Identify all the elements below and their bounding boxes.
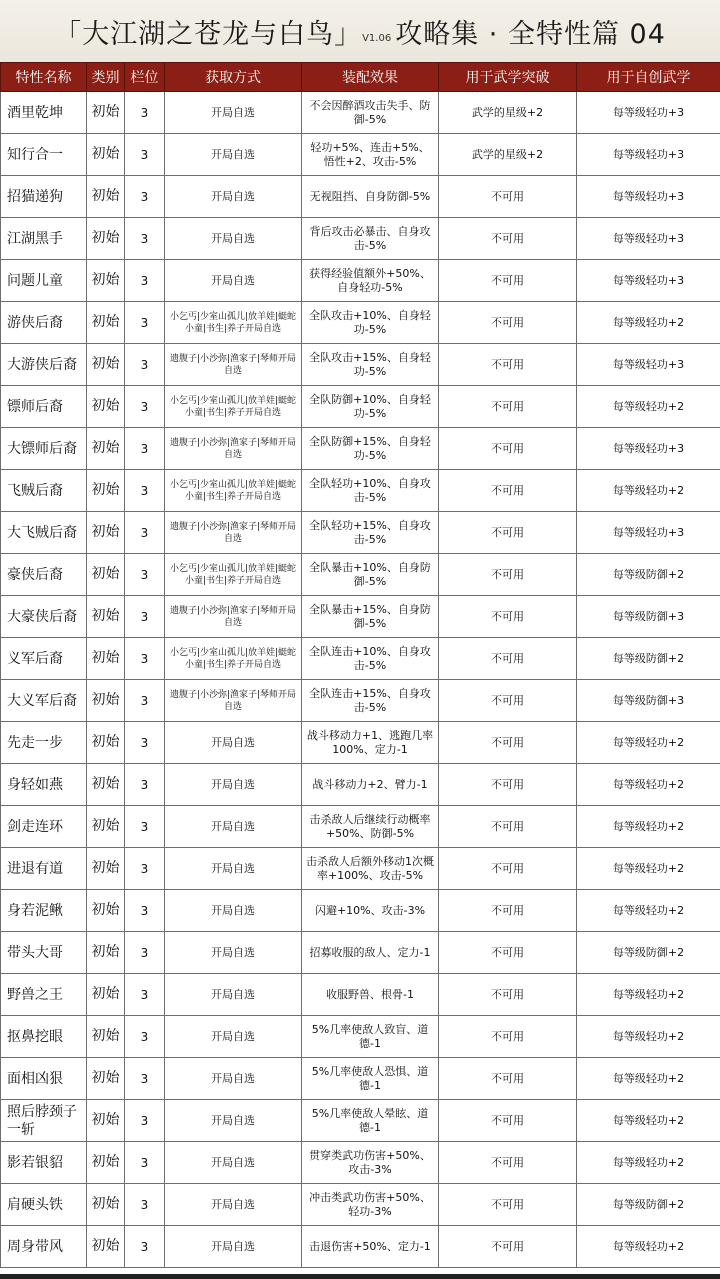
category-cell: 初始 bbox=[87, 218, 125, 260]
trait-name-cell: 豪侠后裔 bbox=[1, 554, 87, 596]
breakthrough-cell: 不可用 bbox=[439, 806, 577, 848]
table-row bbox=[1, 1016, 720, 1058]
category-cell: 初始 bbox=[87, 848, 125, 890]
trait-name-cell: 剑走连环 bbox=[1, 806, 87, 848]
category-cell: 初始 bbox=[87, 134, 125, 176]
effect-cell: 全队防御+10%、自身轻功-5% bbox=[302, 386, 439, 428]
custom-martial-cell: 每等级轻功+2 bbox=[577, 470, 720, 512]
breakthrough-cell: 不可用 bbox=[439, 890, 577, 932]
source-cell: 开局自选 bbox=[165, 722, 302, 764]
effect-cell: 贯穿类武功伤害+50%、攻击-3% bbox=[302, 1142, 439, 1184]
trait-name-cell: 抠鼻挖眼 bbox=[1, 1016, 87, 1058]
table-row bbox=[1, 1142, 720, 1184]
trait-name-cell: 游侠后裔 bbox=[1, 302, 87, 344]
trait-name-cell: 先走一步 bbox=[1, 722, 87, 764]
effect-cell: 无视阻挡、自身防御-5% bbox=[302, 176, 439, 218]
source-cell: 开局自选 bbox=[165, 260, 302, 302]
slot-cell: 3 bbox=[125, 1100, 165, 1142]
source-cell: 开局自选 bbox=[165, 806, 302, 848]
breakthrough-cell: 武学的星级+2 bbox=[439, 134, 577, 176]
trait-name-cell: 问题儿童 bbox=[1, 260, 87, 302]
effect-cell: 全队攻击+15%、自身轻功-5% bbox=[302, 344, 439, 386]
table-row bbox=[1, 344, 720, 386]
breakthrough-cell: 不可用 bbox=[439, 596, 577, 638]
custom-martial-cell: 每等级防御+2 bbox=[577, 554, 720, 596]
slot-cell: 3 bbox=[125, 848, 165, 890]
column-header-slot: 栏位 bbox=[125, 63, 165, 92]
source-cell: 开局自选 bbox=[165, 764, 302, 806]
page-subtitle: 攻略集 · 全特性篇 04 bbox=[395, 18, 666, 50]
source-cell: 遗腹子|小沙弥|渔家子|琴师开局自选 bbox=[165, 344, 302, 386]
trait-name-cell: 进退有道 bbox=[1, 848, 87, 890]
breakthrough-cell: 不可用 bbox=[439, 428, 577, 470]
source-cell: 开局自选 bbox=[165, 1142, 302, 1184]
effect-cell: 5%几率使敌人恐惧、道德-1 bbox=[302, 1058, 439, 1100]
effect-cell: 招募收服的敌人、定力-1 bbox=[302, 932, 439, 974]
table-row bbox=[1, 302, 720, 344]
trait-name-cell: 酒里乾坤 bbox=[1, 92, 87, 134]
source-cell: 开局自选 bbox=[165, 932, 302, 974]
column-header-source: 获取方式 bbox=[165, 63, 302, 92]
category-cell: 初始 bbox=[87, 344, 125, 386]
effect-cell: 全队连击+15%、自身攻击-5% bbox=[302, 680, 439, 722]
breakthrough-cell: 不可用 bbox=[439, 554, 577, 596]
effect-cell: 闪避+10%、攻击-3% bbox=[302, 890, 439, 932]
column-header-category: 类别 bbox=[87, 63, 125, 92]
category-cell: 初始 bbox=[87, 974, 125, 1016]
category-cell: 初始 bbox=[87, 764, 125, 806]
slot-cell: 3 bbox=[125, 218, 165, 260]
source-cell: 开局自选 bbox=[165, 1016, 302, 1058]
effect-cell: 全队轻功+15%、自身攻击-5% bbox=[302, 512, 439, 554]
category-cell: 初始 bbox=[87, 638, 125, 680]
slot-cell: 3 bbox=[125, 1184, 165, 1226]
breakthrough-cell: 不可用 bbox=[439, 638, 577, 680]
custom-martial-cell: 每等级轻功+2 bbox=[577, 1016, 720, 1058]
category-cell: 初始 bbox=[87, 722, 125, 764]
table-row bbox=[1, 890, 720, 932]
breakthrough-cell: 武学的星级+2 bbox=[439, 92, 577, 134]
trait-name-cell: 大豪侠后裔 bbox=[1, 596, 87, 638]
source-cell: 开局自选 bbox=[165, 1058, 302, 1100]
effect-cell: 击退伤害+50%、定力-1 bbox=[302, 1226, 439, 1268]
breakthrough-cell: 不可用 bbox=[439, 848, 577, 890]
category-cell: 初始 bbox=[87, 386, 125, 428]
effect-cell: 背后攻击必暴击、自身攻击-5% bbox=[302, 218, 439, 260]
breakthrough-cell: 不可用 bbox=[439, 1226, 577, 1268]
custom-martial-cell: 每等级轻功+2 bbox=[577, 302, 720, 344]
trait-name-cell: 江湖黑手 bbox=[1, 218, 87, 260]
table-row bbox=[1, 806, 720, 848]
slot-cell: 3 bbox=[125, 134, 165, 176]
category-cell: 初始 bbox=[87, 1184, 125, 1226]
table-row bbox=[1, 470, 720, 512]
custom-martial-cell: 每等级轻功+2 bbox=[577, 1226, 720, 1268]
slot-cell: 3 bbox=[125, 932, 165, 974]
source-cell: 开局自选 bbox=[165, 134, 302, 176]
effect-cell: 战斗移动力+2、臂力-1 bbox=[302, 764, 439, 806]
breakthrough-cell: 不可用 bbox=[439, 470, 577, 512]
source-cell: 开局自选 bbox=[165, 1100, 302, 1142]
custom-martial-cell: 每等级轻功+2 bbox=[577, 1058, 720, 1100]
slot-cell: 3 bbox=[125, 554, 165, 596]
category-cell: 初始 bbox=[87, 92, 125, 134]
custom-martial-cell: 每等级轻功+2 bbox=[577, 1100, 720, 1142]
category-cell: 初始 bbox=[87, 1142, 125, 1184]
slot-cell: 3 bbox=[125, 1016, 165, 1058]
page-header bbox=[0, 0, 720, 62]
category-cell: 初始 bbox=[87, 470, 125, 512]
breakthrough-cell: 不可用 bbox=[439, 974, 577, 1016]
breakthrough-cell: 不可用 bbox=[439, 680, 577, 722]
table-row bbox=[1, 722, 720, 764]
custom-martial-cell: 每等级防御+3 bbox=[577, 596, 720, 638]
table-row bbox=[1, 386, 720, 428]
traits-table bbox=[0, 62, 720, 1268]
slot-cell: 3 bbox=[125, 1058, 165, 1100]
custom-martial-cell: 每等级轻功+3 bbox=[577, 260, 720, 302]
column-header-name: 特性名称 bbox=[1, 63, 87, 92]
trait-name-cell: 镖师后裔 bbox=[1, 386, 87, 428]
table-row bbox=[1, 1100, 720, 1142]
slot-cell: 3 bbox=[125, 470, 165, 512]
source-cell: 遗腹子|小沙弥|渔家子|琴师开局自选 bbox=[165, 428, 302, 470]
custom-martial-cell: 每等级轻功+3 bbox=[577, 512, 720, 554]
trait-name-cell: 肩硬头铁 bbox=[1, 1184, 87, 1226]
custom-martial-cell: 每等级防御+2 bbox=[577, 932, 720, 974]
column-header-custom: 用于自创武学 bbox=[577, 63, 720, 92]
effect-cell: 全队连击+10%、自身攻击-5% bbox=[302, 638, 439, 680]
effect-cell: 全队暴击+15%、自身防御-5% bbox=[302, 596, 439, 638]
trait-name-cell: 野兽之王 bbox=[1, 974, 87, 1016]
custom-martial-cell: 每等级防御+3 bbox=[577, 680, 720, 722]
source-cell: 开局自选 bbox=[165, 848, 302, 890]
effect-cell: 5%几率使敌人致盲、道德-1 bbox=[302, 1016, 439, 1058]
effect-cell: 战斗移动力+1、逃跑几率100%、定力-1 bbox=[302, 722, 439, 764]
slot-cell: 3 bbox=[125, 344, 165, 386]
custom-martial-cell: 每等级轻功+2 bbox=[577, 386, 720, 428]
custom-martial-cell: 每等级防御+2 bbox=[577, 1184, 720, 1226]
table-row bbox=[1, 596, 720, 638]
breakthrough-cell: 不可用 bbox=[439, 512, 577, 554]
breakthrough-cell: 不可用 bbox=[439, 722, 577, 764]
table-row bbox=[1, 260, 720, 302]
category-cell: 初始 bbox=[87, 1016, 125, 1058]
category-cell: 初始 bbox=[87, 680, 125, 722]
category-cell: 初始 bbox=[87, 512, 125, 554]
category-cell: 初始 bbox=[87, 1058, 125, 1100]
source-cell: 遗腹子|小沙弥|渔家子|琴师开局自选 bbox=[165, 512, 302, 554]
source-cell: 小乞丐|少室山孤儿|放羊娃|蜓蛇小童|书生|养子开局自选 bbox=[165, 386, 302, 428]
table-row bbox=[1, 176, 720, 218]
table-row bbox=[1, 974, 720, 1016]
page-title: 「大江湖之苍龙与白鸟」 bbox=[54, 18, 363, 50]
effect-cell: 全队攻击+10%、自身轻功-5% bbox=[302, 302, 439, 344]
trait-name-cell: 面相凶狠 bbox=[1, 1058, 87, 1100]
table-row bbox=[1, 1226, 720, 1268]
category-cell: 初始 bbox=[87, 302, 125, 344]
slot-cell: 3 bbox=[125, 302, 165, 344]
trait-name-cell: 周身带风 bbox=[1, 1226, 87, 1268]
custom-martial-cell: 每等级轻功+3 bbox=[577, 344, 720, 386]
slot-cell: 3 bbox=[125, 638, 165, 680]
custom-martial-cell: 每等级轻功+3 bbox=[577, 428, 720, 470]
category-cell: 初始 bbox=[87, 554, 125, 596]
category-cell: 初始 bbox=[87, 1100, 125, 1142]
trait-name-cell: 招猫递狗 bbox=[1, 176, 87, 218]
version-label: V1.06 bbox=[362, 32, 392, 44]
trait-name-cell: 大义军后裔 bbox=[1, 680, 87, 722]
source-cell: 开局自选 bbox=[165, 92, 302, 134]
table-row bbox=[1, 512, 720, 554]
source-cell: 小乞丐|少室山孤儿|放羊娃|蜓蛇小童|书生|养子开局自选 bbox=[165, 302, 302, 344]
trait-name-cell: 大飞贼后裔 bbox=[1, 512, 87, 554]
custom-martial-cell: 每等级轻功+2 bbox=[577, 848, 720, 890]
table-body bbox=[1, 92, 720, 1268]
column-header-effect: 装配效果 bbox=[302, 63, 439, 92]
slot-cell: 3 bbox=[125, 680, 165, 722]
custom-martial-cell: 每等级轻功+2 bbox=[577, 722, 720, 764]
table-row bbox=[1, 218, 720, 260]
slot-cell: 3 bbox=[125, 596, 165, 638]
breakthrough-cell: 不可用 bbox=[439, 932, 577, 974]
breakthrough-cell: 不可用 bbox=[439, 218, 577, 260]
source-cell: 开局自选 bbox=[165, 1226, 302, 1268]
category-cell: 初始 bbox=[87, 596, 125, 638]
source-cell: 开局自选 bbox=[165, 176, 302, 218]
effect-cell: 获得经验值额外+50%、自身轻功-5% bbox=[302, 260, 439, 302]
effect-cell: 击杀敌人后额外移动1次概率+100%、攻击-5% bbox=[302, 848, 439, 890]
breakthrough-cell: 不可用 bbox=[439, 1058, 577, 1100]
category-cell: 初始 bbox=[87, 890, 125, 932]
trait-name-cell: 带头大哥 bbox=[1, 932, 87, 974]
source-cell: 小乞丐|少室山孤儿|放羊娃|蜓蛇小童|书生|养子开局自选 bbox=[165, 470, 302, 512]
trait-name-cell: 身轻如燕 bbox=[1, 764, 87, 806]
table-header-row bbox=[1, 63, 720, 92]
custom-martial-cell: 每等级轻功+3 bbox=[577, 218, 720, 260]
column-header-breakthrough: 用于武学突破 bbox=[439, 63, 577, 92]
trait-name-cell: 飞贼后裔 bbox=[1, 470, 87, 512]
effect-cell: 击杀敌人后继续行动概率+50%、防御-5% bbox=[302, 806, 439, 848]
slot-cell: 3 bbox=[125, 722, 165, 764]
trait-name-cell: 知行合一 bbox=[1, 134, 87, 176]
breakthrough-cell: 不可用 bbox=[439, 302, 577, 344]
effect-cell: 不会因醉酒攻击失手、防御-5% bbox=[302, 92, 439, 134]
custom-martial-cell: 每等级轻功+2 bbox=[577, 806, 720, 848]
slot-cell: 3 bbox=[125, 512, 165, 554]
breakthrough-cell: 不可用 bbox=[439, 344, 577, 386]
table-row bbox=[1, 680, 720, 722]
effect-cell: 轻功+5%、连击+5%、悟性+2、攻击-5% bbox=[302, 134, 439, 176]
slot-cell: 3 bbox=[125, 764, 165, 806]
custom-martial-cell: 每等级轻功+3 bbox=[577, 92, 720, 134]
slot-cell: 3 bbox=[125, 1226, 165, 1268]
slot-cell: 3 bbox=[125, 386, 165, 428]
effect-cell: 全队暴击+10%、自身防御-5% bbox=[302, 554, 439, 596]
effect-cell: 收服野兽、根骨-1 bbox=[302, 974, 439, 1016]
category-cell: 初始 bbox=[87, 176, 125, 218]
effect-cell: 全队轻功+10%、自身攻击-5% bbox=[302, 470, 439, 512]
trait-name-cell: 义军后裔 bbox=[1, 638, 87, 680]
effect-cell: 5%几率使敌人晕眩、道德-1 bbox=[302, 1100, 439, 1142]
trait-name-cell: 身若泥鳅 bbox=[1, 890, 87, 932]
table-row bbox=[1, 134, 720, 176]
source-cell: 小乞丐|少室山孤儿|放羊娃|蜓蛇小童|书生|养子开局自选 bbox=[165, 638, 302, 680]
table-row bbox=[1, 848, 720, 890]
table-row bbox=[1, 932, 720, 974]
table-row bbox=[1, 1058, 720, 1100]
custom-martial-cell: 每等级轻功+2 bbox=[577, 1142, 720, 1184]
slot-cell: 3 bbox=[125, 428, 165, 470]
trait-name-cell: 大镖师后裔 bbox=[1, 428, 87, 470]
custom-martial-cell: 每等级轻功+2 bbox=[577, 890, 720, 932]
table-row bbox=[1, 764, 720, 806]
table-row bbox=[1, 638, 720, 680]
source-cell: 遗腹子|小沙弥|渔家子|琴师开局自选 bbox=[165, 596, 302, 638]
category-cell: 初始 bbox=[87, 428, 125, 470]
table-row bbox=[1, 428, 720, 470]
source-cell: 开局自选 bbox=[165, 974, 302, 1016]
custom-martial-cell: 每等级轻功+2 bbox=[577, 764, 720, 806]
category-cell: 初始 bbox=[87, 1226, 125, 1268]
custom-martial-cell: 每等级防御+2 bbox=[577, 638, 720, 680]
table-row bbox=[1, 554, 720, 596]
slot-cell: 3 bbox=[125, 176, 165, 218]
slot-cell: 3 bbox=[125, 974, 165, 1016]
slot-cell: 3 bbox=[125, 260, 165, 302]
breakthrough-cell: 不可用 bbox=[439, 176, 577, 218]
source-cell: 遗腹子|小沙弥|渔家子|琴师开局自选 bbox=[165, 680, 302, 722]
breakthrough-cell: 不可用 bbox=[439, 260, 577, 302]
slot-cell: 3 bbox=[125, 92, 165, 134]
trait-name-cell: 照后脖颈子一斩 bbox=[1, 1100, 87, 1142]
source-cell: 小乞丐|少室山孤儿|放羊娃|蜓蛇小童|书生|养子开局自选 bbox=[165, 554, 302, 596]
custom-martial-cell: 每等级轻功+3 bbox=[577, 134, 720, 176]
slot-cell: 3 bbox=[125, 806, 165, 848]
breakthrough-cell: 不可用 bbox=[439, 1184, 577, 1226]
category-cell: 初始 bbox=[87, 260, 125, 302]
slot-cell: 3 bbox=[125, 890, 165, 932]
trait-name-cell: 大游侠后裔 bbox=[1, 344, 87, 386]
table-row bbox=[1, 92, 720, 134]
breakthrough-cell: 不可用 bbox=[439, 1016, 577, 1058]
source-cell: 开局自选 bbox=[165, 1184, 302, 1226]
bottom-border bbox=[0, 1274, 720, 1279]
source-cell: 开局自选 bbox=[165, 218, 302, 260]
breakthrough-cell: 不可用 bbox=[439, 1142, 577, 1184]
breakthrough-cell: 不可用 bbox=[439, 386, 577, 428]
table-row bbox=[1, 1184, 720, 1226]
trait-name-cell: 影若银貂 bbox=[1, 1142, 87, 1184]
slot-cell: 3 bbox=[125, 1142, 165, 1184]
category-cell: 初始 bbox=[87, 806, 125, 848]
effect-cell: 冲击类武功伤害+50%、轻功-3% bbox=[302, 1184, 439, 1226]
custom-martial-cell: 每等级轻功+3 bbox=[577, 176, 720, 218]
custom-martial-cell: 每等级轻功+2 bbox=[577, 974, 720, 1016]
source-cell: 开局自选 bbox=[165, 890, 302, 932]
breakthrough-cell: 不可用 bbox=[439, 1100, 577, 1142]
category-cell: 初始 bbox=[87, 932, 125, 974]
breakthrough-cell: 不可用 bbox=[439, 764, 577, 806]
effect-cell: 全队防御+15%、自身轻功-5% bbox=[302, 428, 439, 470]
